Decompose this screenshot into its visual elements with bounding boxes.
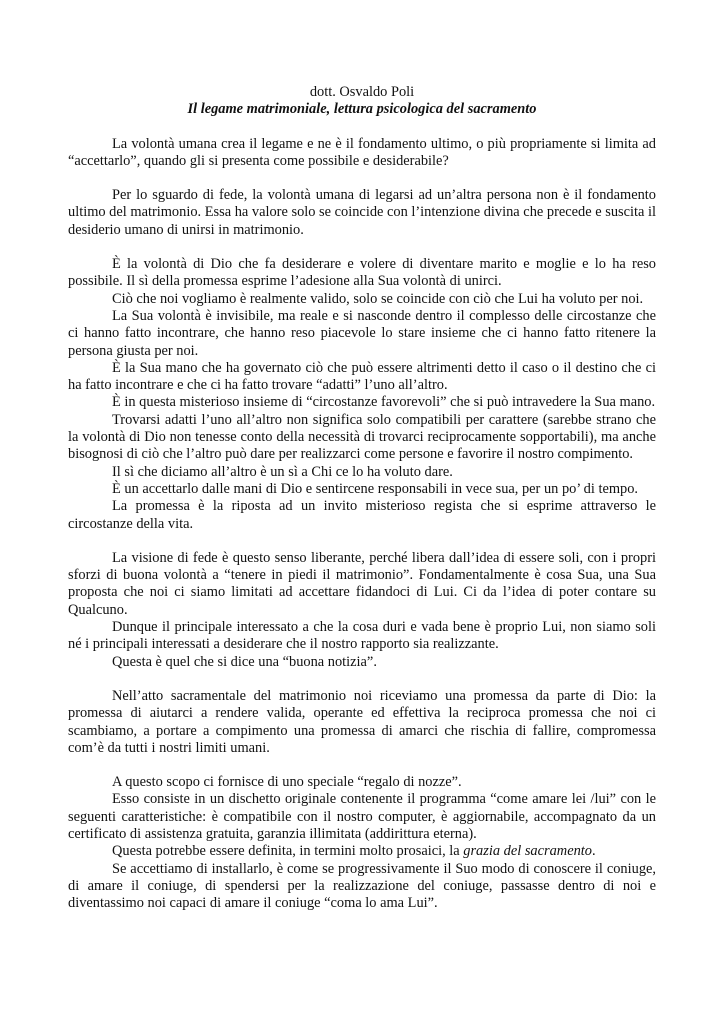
paragraph-text: Questa potrebbe essere definita, in termini molto prosaici, la xyxy=(112,843,464,860)
italic-term: grazia del sacramento xyxy=(463,843,592,860)
paragraph: A questo scopo ci fornisce di uno speciale “regalo di nozze”. xyxy=(112,774,462,791)
document-title: Il legame matrimoniale, lettura psicologica del sacramento xyxy=(187,101,537,118)
document-page xyxy=(68,84,656,912)
blank-line xyxy=(68,757,656,774)
paragraph: Nell’atto sacramentale del matrimonio noi riceviamo una promessa da parte di Dio: la promessa di aiutarci a rendere valida, operante ed effettiva la reciproca promessa che noi ci scambiamo, a portare a compimento una promessa di amarci che rischia di fallire, compromessa com’è da tutti i nostri limiti umani. xyxy=(68,687,656,756)
blank-line xyxy=(68,170,656,187)
blank-line xyxy=(68,119,656,136)
paragraph: Ciò che noi vogliamo è realmente valido, solo se coincide con ciò che Lui ha voluto per noi. xyxy=(112,290,644,307)
paragraph: Il sì che diciamo all’altro è un sì a Chi ce lo ha voluto dare. xyxy=(112,463,453,480)
blank-line xyxy=(68,671,656,688)
paragraph: Esso consiste in un dischetto originale contenente il programma “come amare lei /lui” con le seguenti caratteristiche: è compatibile con il nostro computer, è aggiornabile, accompagnato da un certificato di assistenza gratuita, garanzia illimitata (addirittura eterna). xyxy=(68,791,656,842)
paragraph: È la Sua mano che ha governato ciò che può essere altrimenti detto il caso o il destino che ci ha fatto incontrare e che ci ha fatto trovare “adatti” l’uno all’altro. xyxy=(68,359,656,394)
paragraph: È un accettarlo dalle mani di Dio e sentircene responsabili in vece sua, per un po’ di tempo. xyxy=(112,480,639,497)
paragraph: Dunque il principale interessato a che la cosa duri e vada bene è proprio Lui, non siamo soli né i principali interessati a desiderare che il nostro rapporto sia realizzante. xyxy=(68,619,656,653)
paragraph: Per lo sguardo di fede, la volontà umana di legarsi ad un’altra persona non è il fondamento ultimo del matrimonio. Essa ha valore solo se coincide con l’intenzione divina che precede e suscita il desiderio umano di unirsi in matrimonio. xyxy=(68,187,656,238)
blank-line xyxy=(68,239,656,256)
paragraph: La promessa è la riposta ad un invito misterioso regista che si esprime attraverso le circostanze della vita. xyxy=(68,498,656,532)
paragraph: La volontà umana crea il legame e ne è il fondamento ultimo, o più propriamente si limita ad “accettarlo”, quando gli si presenta come possibile e desiderabile? xyxy=(68,135,656,169)
paragraph: È la volontà di Dio che fa desiderare e volere di diventare marito e moglie e lo ha reso possibile. Il sì della promessa esprime l’adesione alla Sua volontà di unirci. xyxy=(68,256,656,290)
paragraph: Questa è quel che si dice una “buona notizia”. xyxy=(112,653,377,670)
paragraph: La Sua volontà è invisibile, ma reale e si nasconde dentro il complesso delle circostanze che ci hanno fatto incontrare, che hanno reso piacevole lo stare insieme che ci hanno fatto ritenere la persona giusta per noi. xyxy=(68,307,656,359)
paragraph xyxy=(68,843,656,860)
paragraph: È in questa misterioso insieme di “circostanze favorevoli” che si può intravedere la Sua mano. xyxy=(112,394,656,411)
blank-line xyxy=(68,533,656,550)
paragraph-text: . xyxy=(591,843,596,860)
paragraph: Trovarsi adatti l’uno all’altro non significa solo compatibili per carattere (sarebbe strano che la volontà di Dio non tenesse conto della necessità di trovarci reciprocamente sopportabili), ma anche bisognosi di ciò che l’altro può dare per realizzarci come persone e favorire il nostro compimento. xyxy=(68,411,656,463)
author-line: dott. Osvaldo Poli xyxy=(309,84,415,100)
paragraph: Se accettiamo di installarlo, è come se progressivamente il Suo modo di conoscere il coniuge, di amare il coniuge, di spendersi per la realizzazione del coniuge, passasse dentro di noi e diventassimo noi capaci di amare il coniuge “coma lo ama Lui”. xyxy=(68,860,656,912)
paragraph: La visione di fede è questo senso liberante, perché libera dall’idea di essere soli, con i propri sforzi di buona volontà a “tenere in piedi il matrimonio”. Fondamentalmente è cosa Sua, una Sua proposta che noi ci siamo limitati ad accettare fidandoci di Lui. Ci da l’idea di poter contare su Qualcuno. xyxy=(68,549,656,618)
